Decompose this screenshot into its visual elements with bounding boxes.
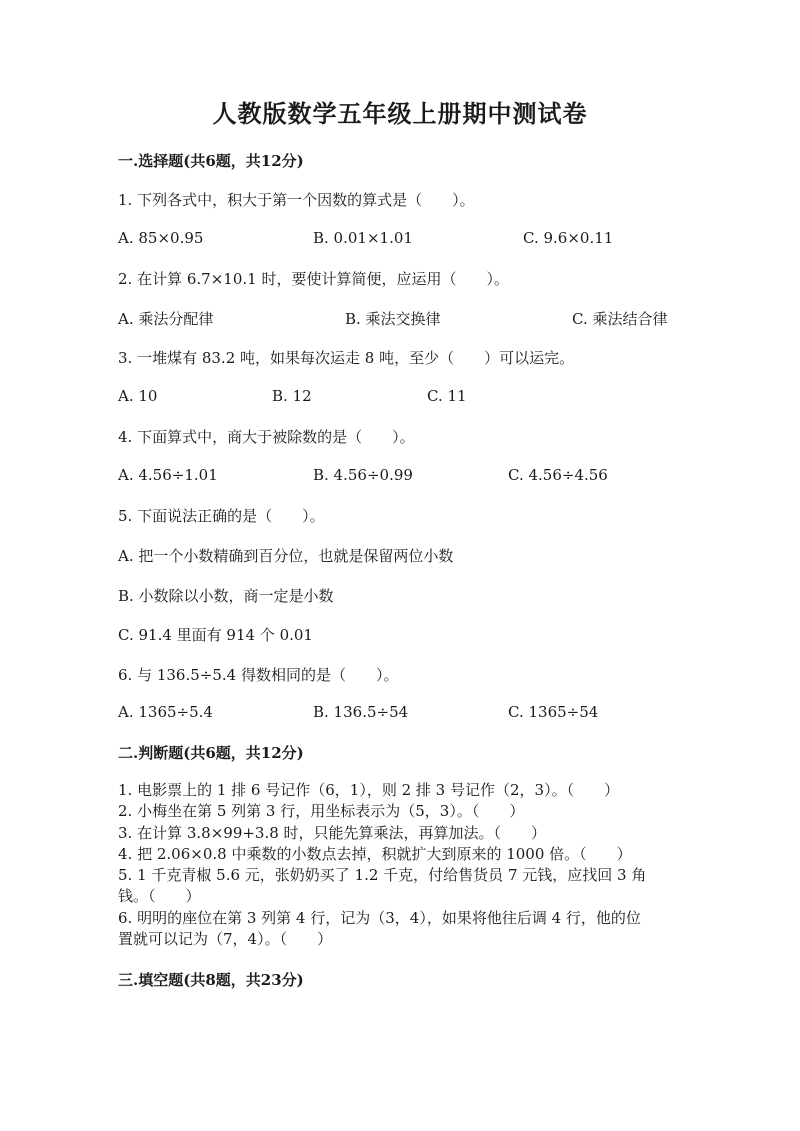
option-b: B. 12: [272, 387, 312, 405]
section-heading-fill: 三.填空题(共8题，共23分): [118, 971, 304, 989]
option-a: A. 把一个小数精确到百分位，也就是保留两位小数: [118, 547, 454, 565]
option-b: B. 小数除以小数，商一定是小数: [118, 587, 334, 605]
question-2: 2. 在计算 6.7×10.1 时，要使计算简便，应运用（ ）。: [118, 270, 509, 288]
judge-line: 钱。（ ）: [118, 887, 201, 906]
option-c: C. 91.4 里面有 914 个 0.01: [118, 626, 313, 644]
judge-line: 1. 电影票上的 1 排 6 号记作（6，1），则 2 排 3 号记作（2，3）。（ ）: [118, 781, 620, 799]
judge-line: 置就可以记为（7，4）。（ ）: [118, 930, 333, 949]
page-title: 人教版数学五年级上册期中测试卷: [212, 99, 588, 128]
judge-line: 5. 1 千克青椒 5.6 元，张奶奶买了 1.2 千克，付给售货员 7 元钱，应找回 3 角: [118, 866, 647, 885]
option-b: B. 4.56÷0.99: [313, 466, 413, 484]
judge-line: 3. 在计算 3.8×99+3.8 时，只能先算乘法，再算加法。（ ）: [118, 823, 547, 842]
judge-list: [118, 780, 678, 950]
option-a: A. 10: [118, 387, 158, 405]
option-a: A. 1365÷5.4: [118, 703, 213, 721]
option-c: C. 9.6×0.11: [523, 229, 614, 247]
option-c: C. 1365÷54: [508, 703, 599, 721]
judge-line: 6. 明明的座位在第 3 列第 4 行，记为（3，4），如果将他往后调 4 行，他的位: [118, 908, 641, 927]
option-c: C. 乘法结合律: [572, 310, 668, 328]
section-heading-choice: 一.选择题(共6题，共12分): [118, 152, 304, 170]
section-heading-judge: 二.判断题(共6题，共12分): [118, 744, 304, 762]
option-c: C. 11: [427, 387, 467, 405]
judge-line: 2. 小梅坐在第 5 列第 3 行，用坐标表示为（5，3）。（ ）: [118, 802, 525, 821]
option-a: A. 85×0.95: [118, 229, 204, 247]
option-b: B. 136.5÷54: [313, 703, 409, 721]
question-4: 4. 下面算式中，商大于被除数的是（ ）。: [118, 428, 415, 446]
option-a: A. 4.56÷1.01: [118, 466, 218, 484]
question-3: 3. 一堆煤有 83.2 吨，如果每次运走 8 吨，至少（ ）可以运完。: [118, 349, 575, 367]
question-6: 6. 与 136.5÷5.4 得数相同的是（ ）。: [118, 666, 399, 684]
option-c: C. 4.56÷4.56: [508, 466, 608, 484]
option-a: A. 乘法分配律: [118, 310, 214, 328]
question-5: 5. 下面说法正确的是（ ）。: [118, 507, 325, 525]
option-b: B. 乘法交换律: [345, 310, 441, 328]
option-b: B. 0.01×1.01: [313, 229, 413, 247]
judge-line: 4. 把 2.06×0.8 中乘数的小数点去掉，积就扩大到原来的 1000 倍。（ ）: [118, 844, 632, 863]
question-1: 1. 下列各式中，积大于第一个因数的算式是（ ）。: [118, 191, 475, 209]
